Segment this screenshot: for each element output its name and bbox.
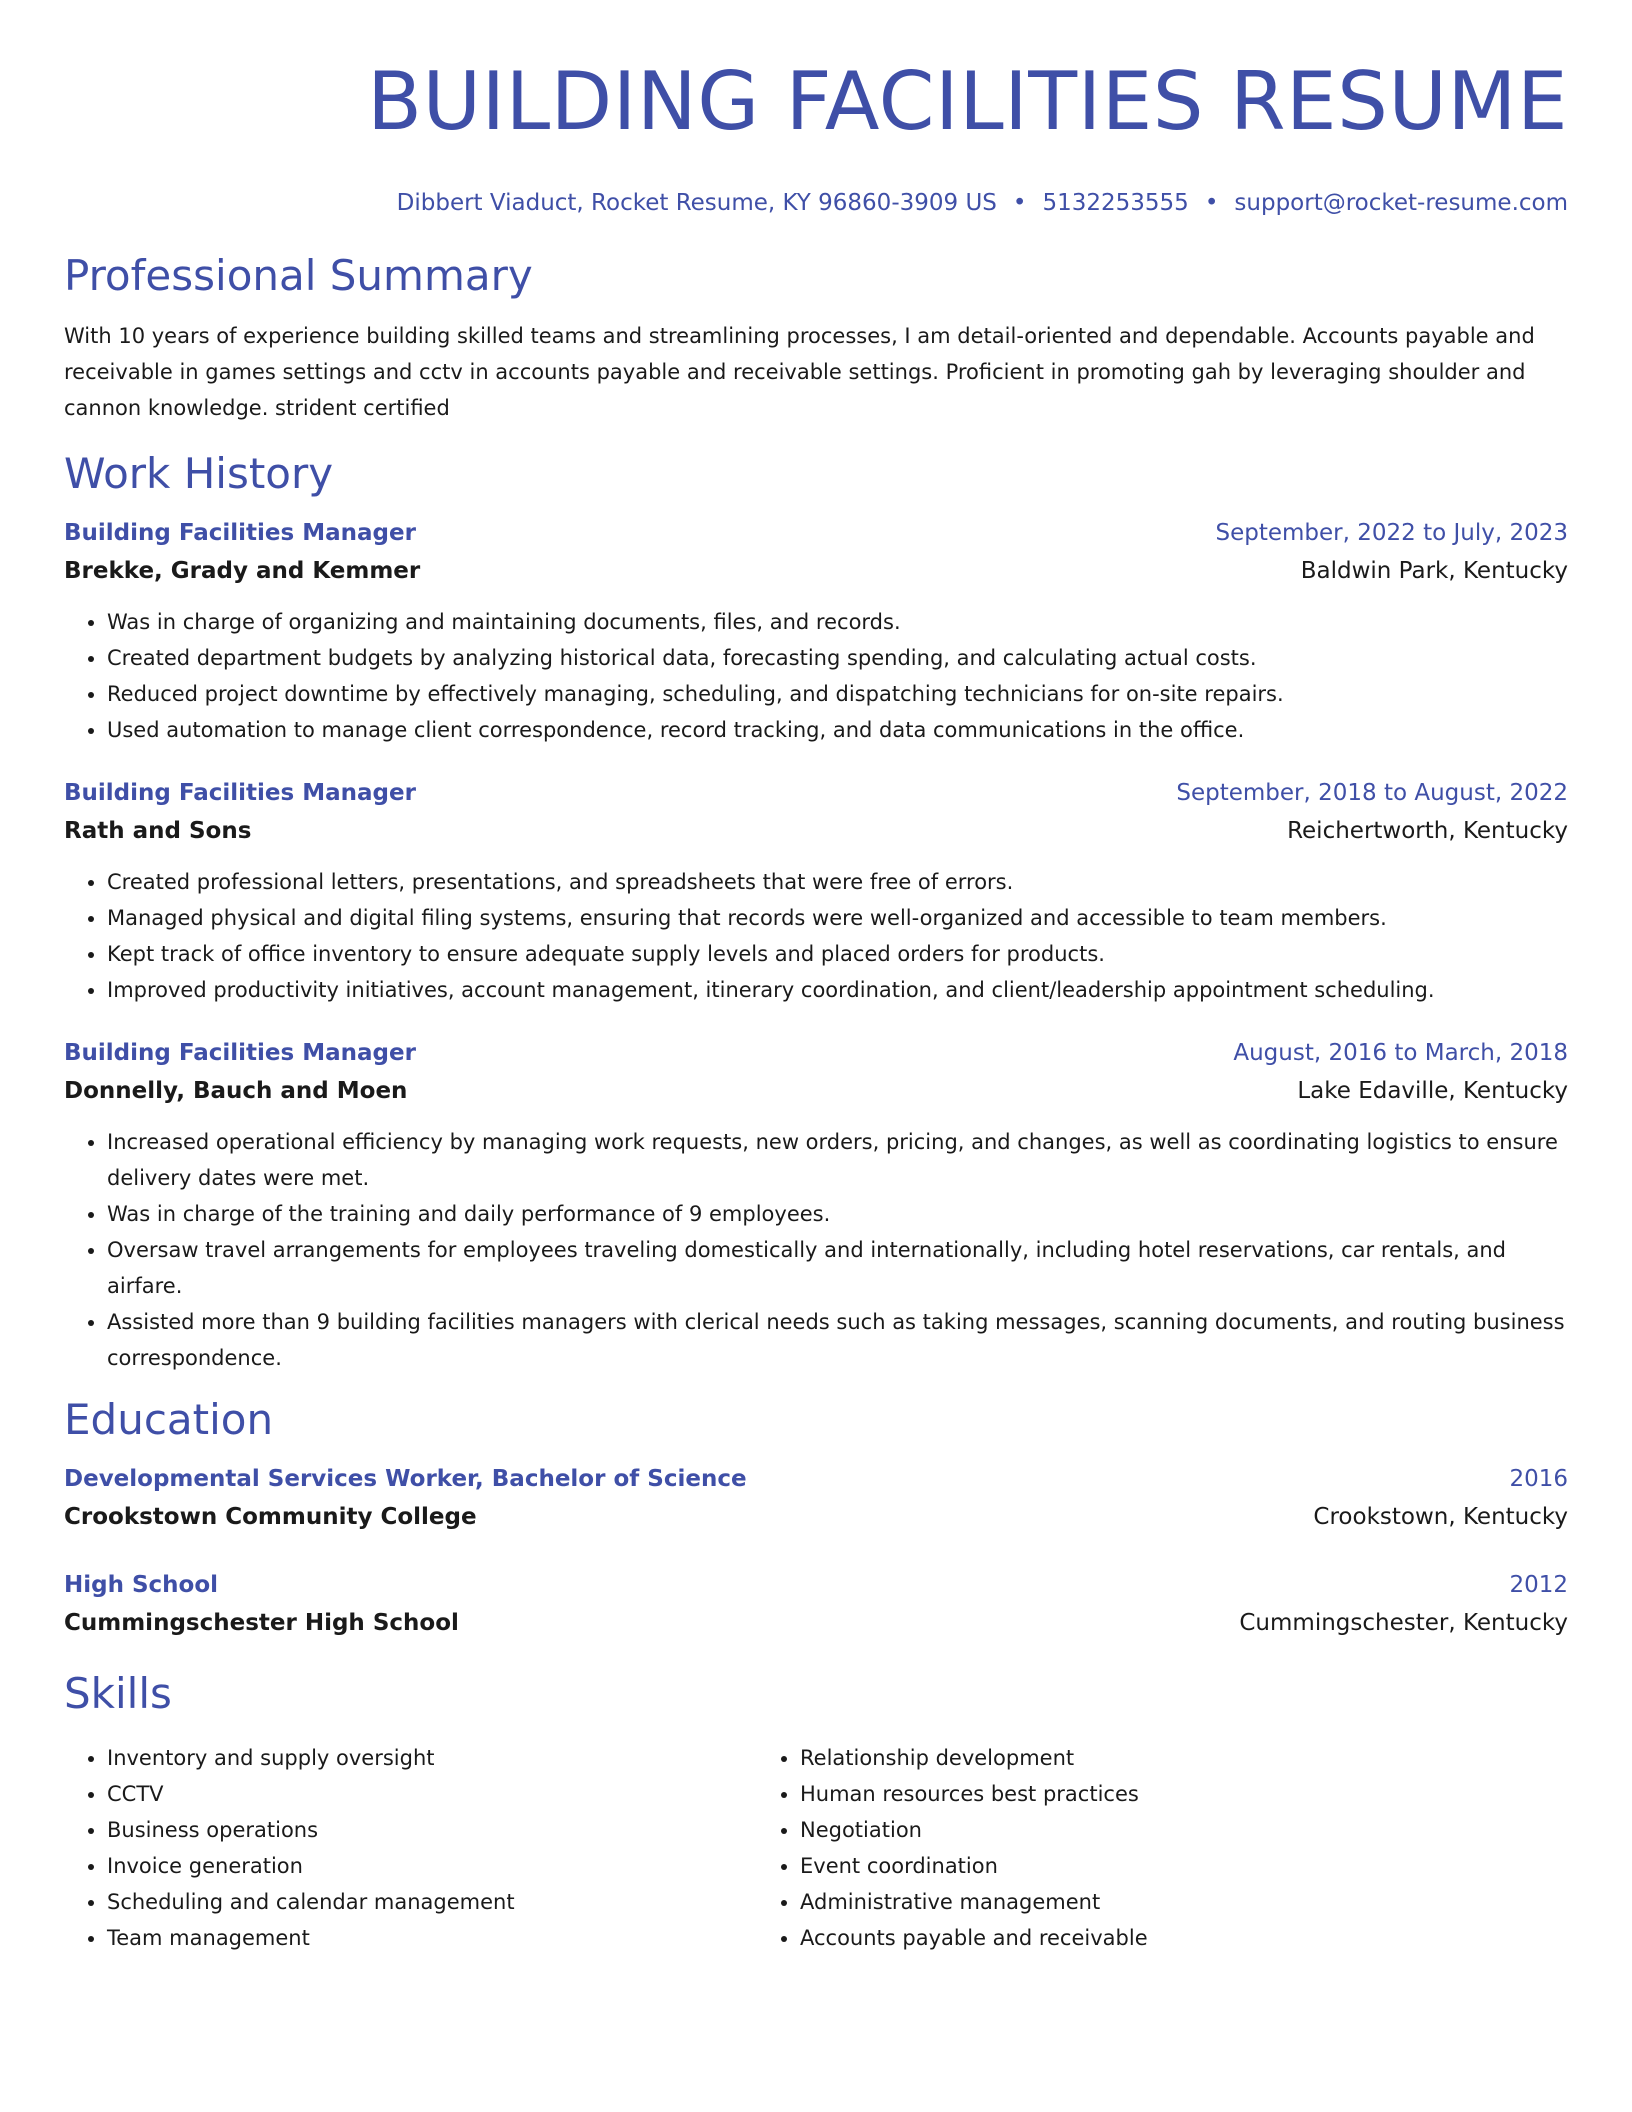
contact-separator: • bbox=[1204, 190, 1219, 216]
job-company: Donnelly, Bauch and Moen bbox=[64, 1078, 408, 1104]
job-bullet: • Created professional letters, presentations, and spreadsheets that were free of errors. bbox=[107, 864, 1568, 900]
skill-item: • Inventory and supply oversight bbox=[107, 1740, 757, 1776]
skill-item: • Administrative management bbox=[800, 1884, 1450, 1920]
resume-title: BUILDING FACILITIES RESUME bbox=[367, 55, 1568, 148]
job-bullet: • Improved productivity initiatives, account management, itinerary coordination, and client/leadership appointment scheduling. bbox=[107, 972, 1568, 1008]
job-bullet: • Created department budgets by analyzing historical data, forecasting spending, and calculating actual costs. bbox=[107, 640, 1568, 676]
job-bullet: • Reduced project downtime by effectively managing, scheduling, and dispatching technicians for on-site repairs. bbox=[107, 676, 1568, 712]
education-degree: High School bbox=[64, 1572, 219, 1598]
job-title: Building Facilities Manager bbox=[64, 1040, 416, 1066]
job-subheader bbox=[64, 1072, 1568, 1110]
work-section bbox=[64, 448, 1568, 1376]
job-title: Building Facilities Manager bbox=[64, 780, 416, 806]
job-header bbox=[64, 774, 1568, 812]
education-header bbox=[64, 1566, 1568, 1604]
skill-item: • Invoice generation bbox=[107, 1848, 757, 1884]
job-company: Rath and Sons bbox=[64, 818, 252, 844]
job-subheader bbox=[64, 552, 1568, 590]
education-location: Crookstown, Kentucky bbox=[1313, 1504, 1568, 1530]
job-bullet: • Increased operational efficiency by managing work requests, new orders, pricing, and changes, as well as coordinating logistics to ensure delivery dates were met. bbox=[107, 1124, 1568, 1196]
skills-left-list bbox=[64, 1740, 757, 1956]
contact-phone: 5132253555 bbox=[1042, 190, 1189, 216]
skill-item: • Team management bbox=[107, 1920, 757, 1956]
job-bullets bbox=[64, 1124, 1568, 1376]
job-subheader bbox=[64, 812, 1568, 850]
job-company: Brekke, Grady and Kemmer bbox=[64, 558, 421, 584]
skills-right-list bbox=[757, 1740, 1450, 1956]
job-dates: August, 2016 to March, 2018 bbox=[1233, 1040, 1568, 1066]
job-header bbox=[64, 514, 1568, 552]
resume-header bbox=[64, 54, 1568, 218]
job-bullet: • Kept track of office inventory to ensure adequate supply levels and placed orders for products. bbox=[107, 936, 1568, 972]
skill-item: • CCTV bbox=[107, 1776, 757, 1812]
job-dates: September, 2018 to August, 2022 bbox=[1176, 780, 1568, 806]
education-year: 2012 bbox=[1509, 1572, 1568, 1598]
job-bullet: • Was in charge of the training and daily performance of 9 employees. bbox=[107, 1196, 1568, 1232]
summary-section bbox=[64, 250, 1568, 426]
job-bullet: • Used automation to manage client correspondence, record tracking, and data communications in the office. bbox=[107, 712, 1568, 748]
job-location: Baldwin Park, Kentucky bbox=[1300, 558, 1568, 584]
job-bullet: • Oversaw travel arrangements for employees traveling domestically and internationally, including hotel reservations, car rentals, and airfare. bbox=[107, 1232, 1568, 1304]
job-title: Building Facilities Manager bbox=[64, 520, 416, 546]
skills-heading: Skills bbox=[64, 1669, 172, 1718]
education-school: Cummingschester High School bbox=[64, 1610, 459, 1636]
job-bullet: • Managed physical and digital filing systems, ensuring that records were well-organized and accessible to team members. bbox=[107, 900, 1568, 936]
job-header bbox=[64, 1034, 1568, 1072]
job-location: Reichertworth, Kentucky bbox=[1287, 818, 1568, 844]
education-location: Cummingschester, Kentucky bbox=[1239, 1610, 1568, 1636]
job-entry bbox=[64, 1034, 1568, 1376]
education-subheader bbox=[64, 1604, 1568, 1642]
skill-item: • Scheduling and calendar management bbox=[107, 1884, 757, 1920]
contact-line bbox=[64, 188, 1568, 218]
job-bullet: • Was in charge of organizing and maintaining documents, files, and records. bbox=[107, 604, 1568, 640]
education-entry bbox=[64, 1566, 1568, 1642]
job-bullets bbox=[64, 604, 1568, 748]
contact-email: support@rocket-resume.com bbox=[1234, 190, 1568, 216]
education-degree: Developmental Services Worker, Bachelor of Science bbox=[64, 1466, 747, 1492]
skill-item: • Negotiation bbox=[800, 1812, 1450, 1848]
work-heading: Work History bbox=[64, 449, 334, 498]
skill-item: • Business operations bbox=[107, 1812, 757, 1848]
contact-address: Dibbert Viaduct, Rocket Resume, KY 96860-3909 US bbox=[396, 190, 997, 216]
education-entry bbox=[64, 1460, 1568, 1536]
contact-separator: • bbox=[1012, 190, 1027, 216]
job-bullets bbox=[64, 864, 1568, 1008]
summary-heading: Professional Summary bbox=[64, 251, 533, 300]
education-subheader bbox=[64, 1498, 1568, 1536]
skill-item: • Accounts payable and receivable bbox=[800, 1920, 1450, 1956]
job-location: Lake Edaville, Kentucky bbox=[1297, 1078, 1568, 1104]
job-entry bbox=[64, 514, 1568, 748]
summary-text: With 10 years of experience building skilled teams and streamlining processes, I am detail-oriented and dependable. Accounts payable and receivable in games settings and cctv in accounts payable and receivable settings. Proficient in promoting gah by leveraging shoulder and cannon knowledge. strident certified bbox=[64, 324, 1535, 420]
education-header bbox=[64, 1460, 1568, 1498]
skill-item: • Human resources best practices bbox=[800, 1776, 1450, 1812]
job-entry bbox=[64, 774, 1568, 1008]
skills-columns bbox=[64, 1740, 1568, 1956]
education-section bbox=[64, 1394, 1568, 1642]
job-dates: September, 2022 to July, 2023 bbox=[1215, 520, 1568, 546]
education-heading: Education bbox=[64, 1395, 274, 1444]
skill-item: • Relationship development bbox=[800, 1740, 1450, 1776]
skill-item: • Event coordination bbox=[800, 1848, 1450, 1884]
skills-section bbox=[64, 1668, 1568, 1956]
job-bullet: • Assisted more than 9 building facilities managers with clerical needs such as taking messages, scanning documents, and routing business correspondence. bbox=[107, 1304, 1568, 1376]
education-year: 2016 bbox=[1509, 1466, 1568, 1492]
education-school: Crookstown Community College bbox=[64, 1504, 477, 1530]
